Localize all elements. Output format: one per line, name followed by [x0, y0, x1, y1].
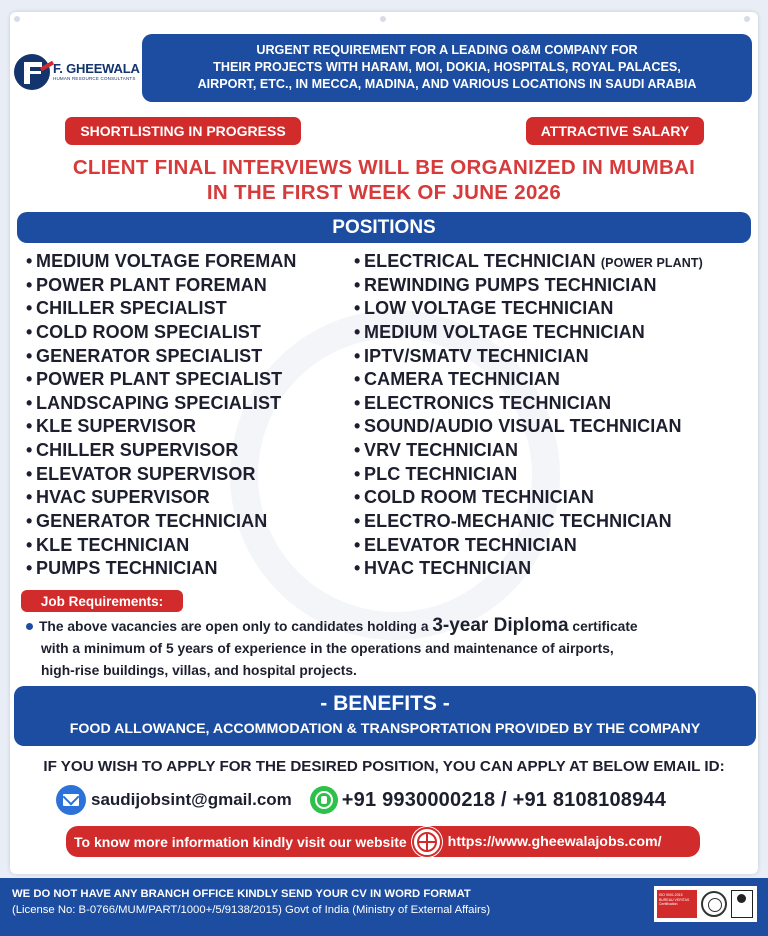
requirement-line: high-rise buildings, villas, and hospital projects.	[41, 663, 357, 678]
certification-badges	[654, 886, 757, 922]
position-item: • LANDSCAPING SPECIALIST	[26, 392, 282, 413]
position-item: • POWER PLANT FOREMAN	[26, 274, 267, 295]
logo-name: F. GHEEWALA	[53, 61, 140, 77]
positions-list-left	[26, 250, 297, 581]
corner-dot	[380, 16, 386, 22]
banner-line: THEIR PROJECTS WITH HARAM, MOI, DOKIA, HOSPITALS, ROYAL PALACES,	[213, 60, 681, 74]
website-link[interactable]: https://www.gheewalajobs.com/	[447, 833, 662, 850]
logo-mark-icon	[14, 54, 50, 90]
position-item: • CHILLER SPECIALIST	[26, 298, 227, 319]
position-item: • CHILLER SUPERVISOR	[26, 440, 239, 461]
position-item: • ELECTRICAL TECHNICIAN (POWER PLANT)	[354, 251, 703, 271]
corner-dot	[744, 16, 750, 22]
position-item: • HVAC TECHNICIAN	[354, 558, 532, 579]
position-item: • GENERATOR SPECIALIST	[26, 345, 263, 366]
shortlisting-badge: SHORTLISTING IN PROGRESS	[65, 117, 301, 145]
globe-icon	[412, 827, 442, 857]
position-item: • SOUND/AUDIO VISUAL TECHNICIAN	[354, 416, 682, 437]
company-logo	[14, 52, 142, 92]
email-icon	[56, 785, 86, 815]
position-item: • POWER PLANT SPECIALIST	[26, 369, 283, 390]
footer-text	[12, 886, 490, 918]
position-item: • COLD ROOM TECHNICIAN	[354, 487, 594, 508]
position-item: • KLE TECHNICIAN	[26, 534, 190, 555]
headline-line: IN THE FIRST WEEK OF JUNE 2026	[206, 181, 562, 204]
banner-line: AIRPORT, ETC., IN MECCA, MADINA, AND VARIOUS LOCATIONS IN SAUDI ARABIA	[197, 77, 697, 91]
salary-badge: ATTRACTIVE SALARY	[526, 117, 704, 145]
bureau-veritas-badge: ISO 9001:2015 BUREAU VERITAS Certification	[657, 890, 697, 918]
whatsapp-icon	[310, 786, 338, 814]
corner-dot	[14, 16, 20, 22]
banner-line: URGENT REQUIREMENT FOR A LEADING O&M COMPANY FOR	[256, 43, 638, 57]
position-item: • HVAC SUPERVISOR	[26, 487, 210, 508]
position-item: • VRV TECHNICIAN	[354, 440, 519, 461]
benefits-title: - BENEFITS -	[320, 692, 450, 715]
position-item: • COLD ROOM SPECIALIST	[26, 321, 262, 342]
bullet-icon	[26, 623, 33, 630]
certification-seal-icon	[701, 891, 727, 917]
email-link[interactable]: saudijobsint@gmail.com	[91, 790, 292, 809]
job-requirements-text: The above vacancies are open only to candidates holding a 3-year Diploma certificate with a minimum of 5 years of experience in the operations and maintenance of airports, high-rise buildings, villas, and hospital projects.	[26, 615, 750, 682]
diploma-highlight: 3-year Diploma	[432, 615, 569, 636]
positions-list-right	[354, 250, 703, 581]
requirement-line: with a minimum of 5 years of experience in the operations and maintenance of airports,	[41, 641, 614, 656]
position-note: (POWER PLANT)	[600, 256, 703, 270]
position-item: • IPTV/SMATV TECHNICIAN	[354, 345, 589, 366]
positions-title: POSITIONS	[17, 212, 751, 243]
ukas-logo-icon	[731, 890, 753, 918]
footer-license: (License No: B-0766/MUM/PART/1000+/5/9138/2015) Govt of India (Ministry of External Affairs)	[12, 904, 491, 916]
logo-tagline: HUMAN RESOURCE CONSULTANTS	[53, 76, 136, 82]
contact-row	[56, 784, 666, 816]
website-banner	[66, 826, 700, 857]
position-item: • PLC TECHNICIAN	[354, 463, 518, 484]
position-item: • MEDIUM VOLTAGE TECHNICIAN	[354, 321, 645, 342]
position-item: • ELEVATOR SUPERVISOR	[26, 463, 256, 484]
position-item: • ELEVATOR TECHNICIAN	[354, 534, 577, 555]
position-item: • KLE SUPERVISOR	[26, 416, 197, 437]
position-item: • MEDIUM VOLTAGE FOREMAN	[26, 251, 297, 271]
phone-numbers[interactable]: +91 9930000218 / +91 8108108944	[341, 788, 667, 811]
urgent-requirement-banner	[142, 34, 752, 102]
footer-notice: WE DO NOT HAVE ANY BRANCH OFFICE KINDLY SEND YOUR CV IN WORD FORMAT	[12, 888, 471, 900]
position-item: • REWINDING PUMPS TECHNICIAN	[354, 274, 657, 295]
position-item: • ELECTRONICS TECHNICIAN	[354, 392, 612, 413]
apply-instructions: IF YOU WISH TO APPLY FOR THE DESIRED POSITION, YOU CAN APPLY AT BELOW EMAIL ID:	[43, 758, 725, 775]
position-item: • GENERATOR TECHNICIAN	[26, 511, 268, 532]
benefits-text: FOOD ALLOWANCE, ACCOMMODATION & TRANSPORTATION PROVIDED BY THE COMPANY	[69, 721, 701, 737]
position-item: • LOW VOLTAGE TECHNICIAN	[354, 298, 614, 319]
interview-headline	[0, 155, 768, 205]
headline-line: CLIENT FINAL INTERVIEWS WILL BE ORGANIZED IN MUMBAI	[72, 156, 696, 179]
position-item: • CAMERA TECHNICIAN	[354, 369, 561, 390]
position-item: • ELECTRO-MECHANIC TECHNICIAN	[354, 511, 672, 532]
position-item: • PUMPS TECHNICIAN	[26, 558, 218, 579]
job-requirements-label: Job Requirements:	[21, 590, 183, 612]
website-label: To know more information kindly visit our website	[74, 833, 407, 850]
benefits-banner	[14, 686, 756, 746]
